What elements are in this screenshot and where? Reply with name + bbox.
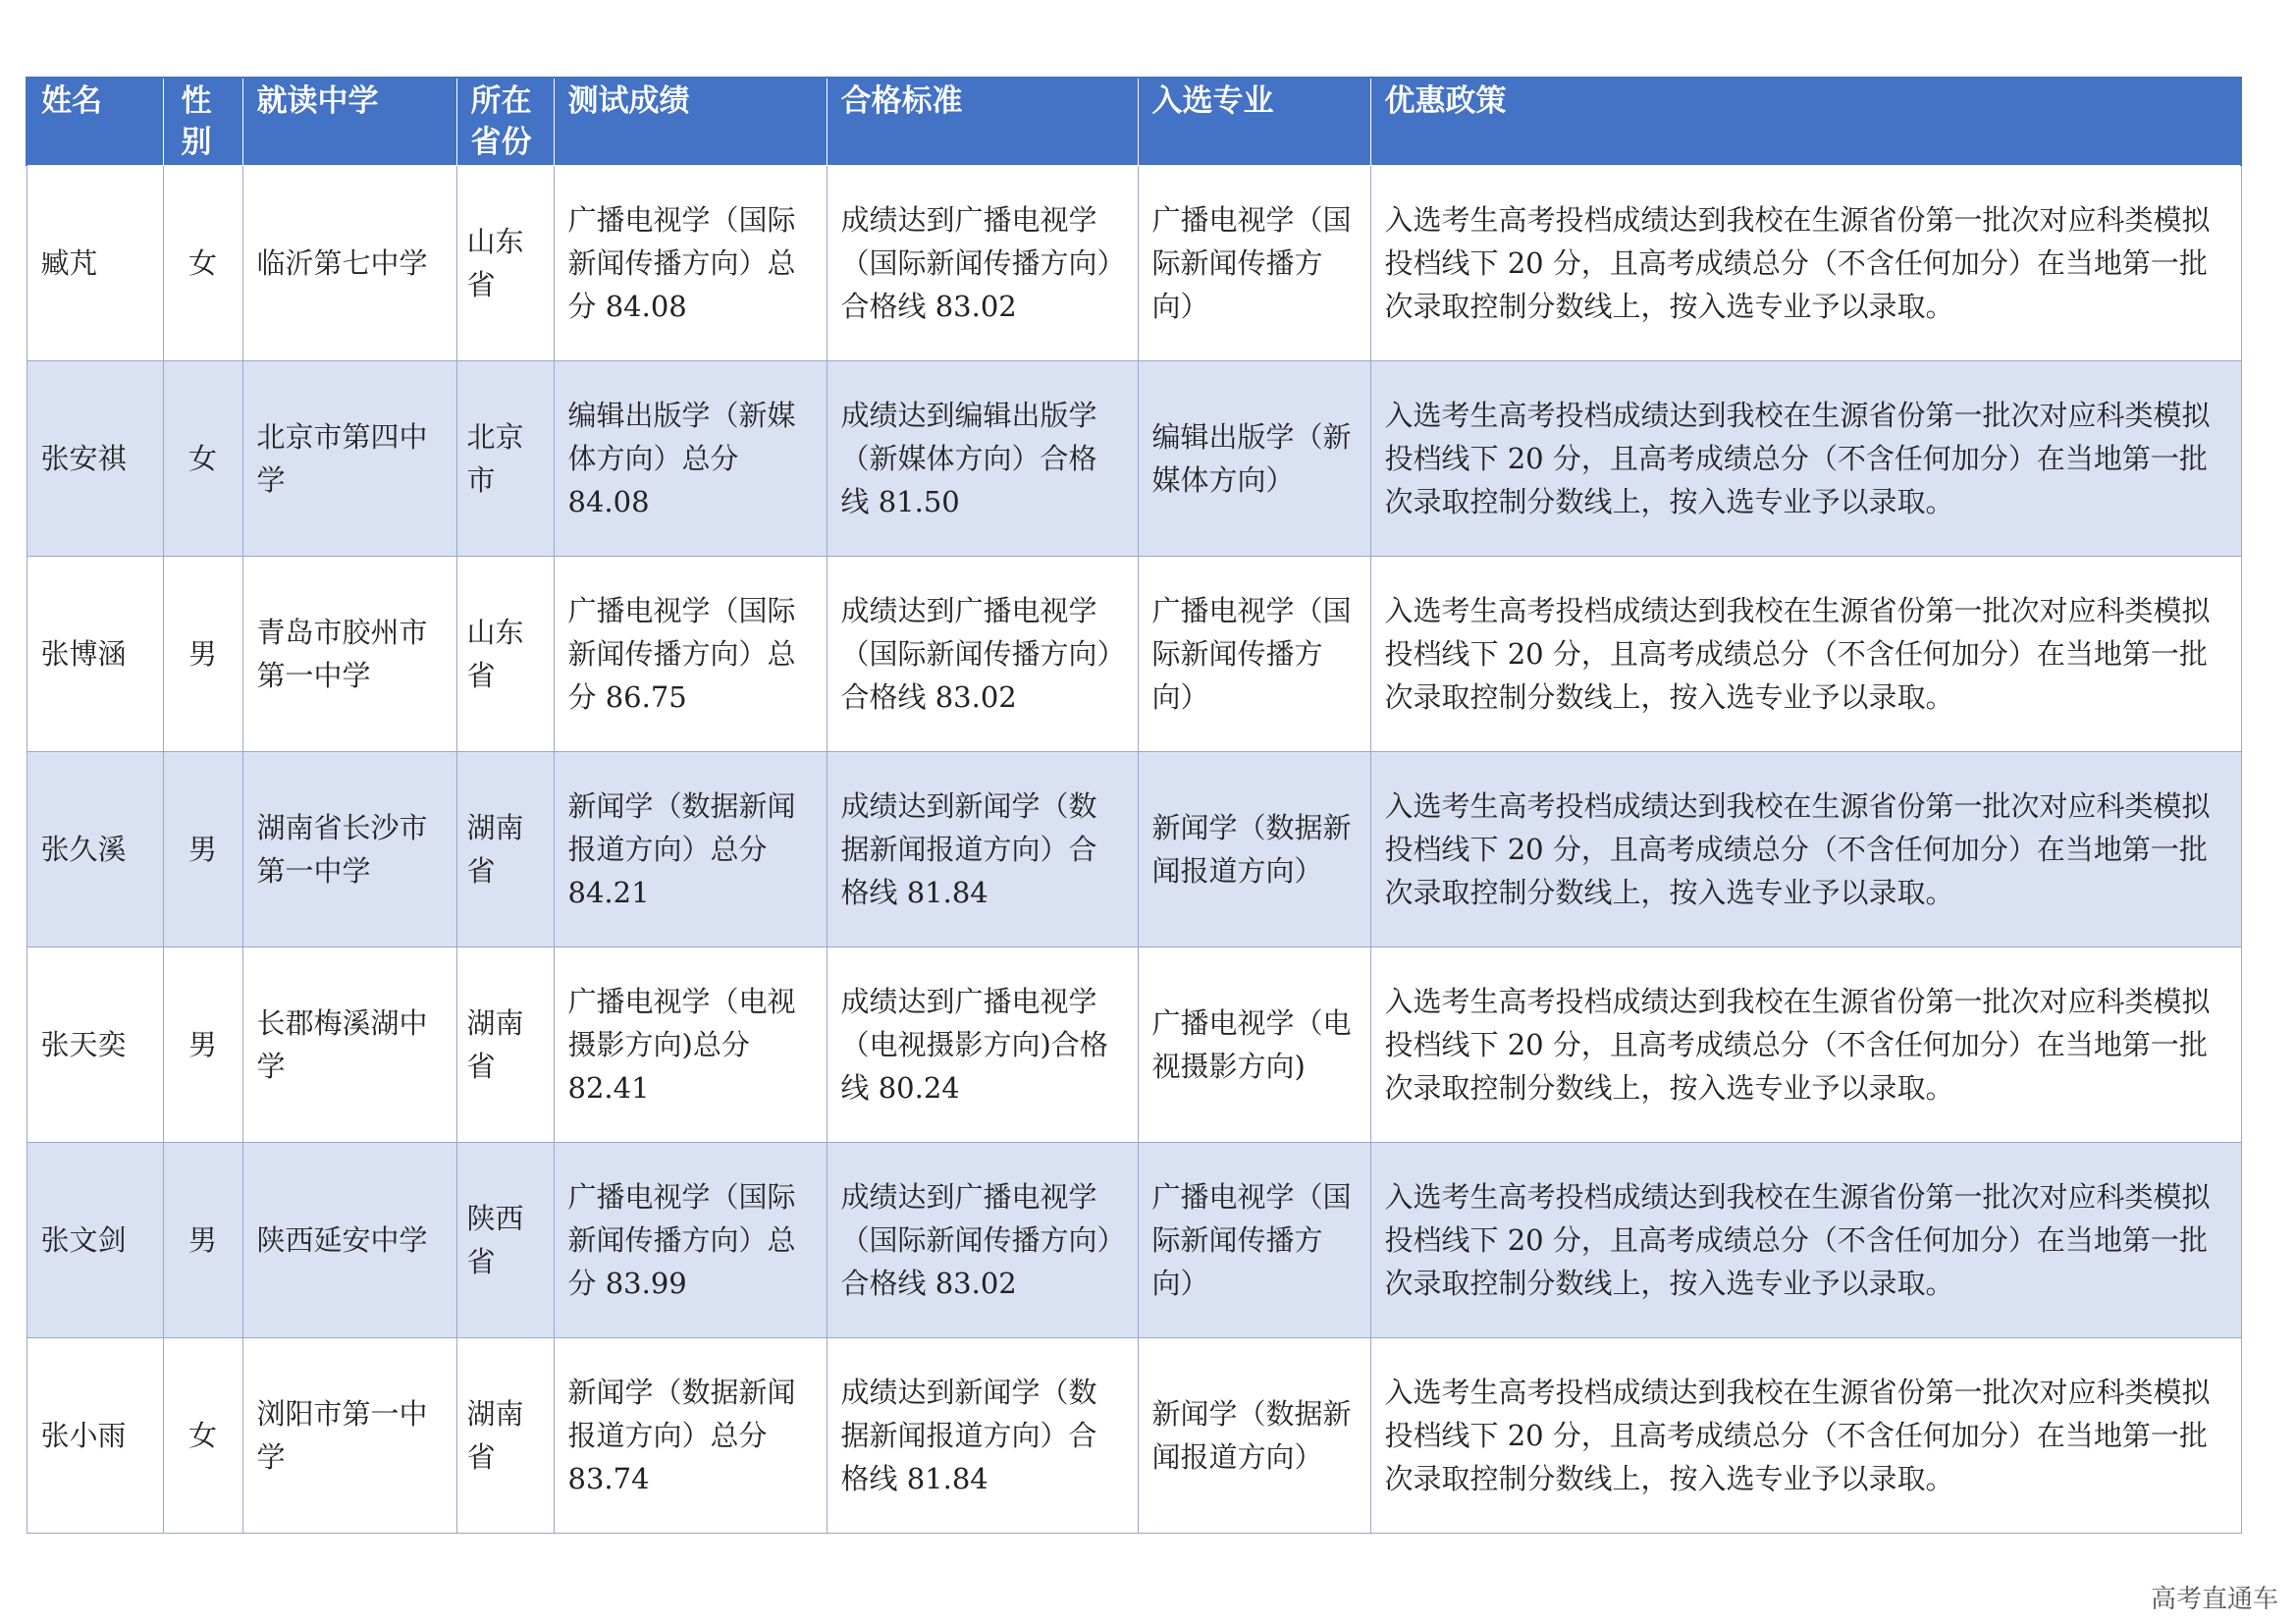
cell-name: 臧芃 [27,166,163,361]
table-row [27,166,2241,361]
cell-score: 广播电视学（国际新闻传播方向）总分 84.08 [554,166,827,361]
cell-standard: 成绩达到新闻学（数据新闻报道方向）合格线 81.84 [827,1338,1138,1534]
cell-major: 新闻学（数据新闻报道方向） [1138,1338,1370,1534]
table-row [27,361,2241,557]
header-score: 测试成绩 [554,78,827,166]
cell-score: 新闻学（数据新闻报道方向）总分 84.21 [554,752,827,947]
cell-policy: 入选考生高考投档成绩达到我校在生源省份第一批次对应科类模拟投档线下 20 分，且高考成绩总分（不含任何加分）在当地第一批次录取控制分数线上，按入选专业予以录取。 [1370,166,2241,361]
cell-standard: 成绩达到新闻学（数据新闻报道方向）合格线 81.84 [827,752,1138,947]
table-row [27,1338,2241,1534]
table-row [27,947,2241,1143]
cell-standard: 成绩达到广播电视学（国际新闻传播方向）合格线 83.02 [827,557,1138,752]
cell-score: 广播电视学（国际新闻传播方向）总分 86.75 [554,557,827,752]
cell-province: 湖南省 [456,752,554,947]
cell-gender: 女 [163,166,242,361]
cell-gender: 男 [163,947,242,1143]
cell-province: 湖南省 [456,947,554,1143]
cell-policy: 入选考生高考投档成绩达到我校在生源省份第一批次对应科类模拟投档线下 20 分，且高考成绩总分（不含任何加分）在当地第一批次录取控制分数线上，按入选专业予以录取。 [1370,1143,2241,1338]
cell-school: 湖南省长沙市第一中学 [242,752,456,947]
cell-policy: 入选考生高考投档成绩达到我校在生源省份第一批次对应科类模拟投档线下 20 分，且高考成绩总分（不含任何加分）在当地第一批次录取控制分数线上，按入选专业予以录取。 [1370,1338,2241,1534]
cell-policy: 入选考生高考投档成绩达到我校在生源省份第一批次对应科类模拟投档线下 20 分，且高考成绩总分（不含任何加分）在当地第一批次录取控制分数线上，按入选专业予以录取。 [1370,361,2241,557]
cell-name: 张安祺 [27,361,163,557]
cell-major: 编辑出版学（新媒体方向） [1138,361,1370,557]
cell-gender: 男 [163,1143,242,1338]
cell-policy: 入选考生高考投档成绩达到我校在生源省份第一批次对应科类模拟投档线下 20 分，且高考成绩总分（不含任何加分）在当地第一批次录取控制分数线上，按入选专业予以录取。 [1370,752,2241,947]
cell-school: 北京市第四中学 [242,361,456,557]
cell-gender: 女 [163,361,242,557]
header-policy: 优惠政策 [1370,78,2241,166]
admission-table [26,77,2242,1534]
watermark-text: 高考直通车 [2150,1585,2278,1614]
cell-standard: 成绩达到广播电视学（电视摄影方向)合格线 80.24 [827,947,1138,1143]
cell-school: 临沂第七中学 [242,166,456,361]
cell-province: 湖南省 [456,1338,554,1534]
header-school: 就读中学 [242,78,456,166]
cell-school: 陕西延安中学 [242,1143,456,1338]
cell-standard: 成绩达到广播电视学（国际新闻传播方向）合格线 83.02 [827,166,1138,361]
cell-standard: 成绩达到广播电视学（国际新闻传播方向）合格线 83.02 [827,1143,1138,1338]
cell-school: 长郡梅溪湖中学 [242,947,456,1143]
cell-score: 广播电视学（国际新闻传播方向）总分 83.99 [554,1143,827,1338]
table-header [27,78,2241,166]
table-row [27,752,2241,947]
cell-name: 张小雨 [27,1338,163,1534]
cell-major: 新闻学（数据新闻报道方向） [1138,752,1370,947]
header-row [27,78,2241,166]
header-province: 所在省份 [456,78,554,166]
table-row [27,557,2241,752]
header-gender: 性别 [163,78,242,166]
cell-major: 广播电视学（国际新闻传播方向） [1138,557,1370,752]
cell-province: 陕西省 [456,1143,554,1338]
cell-policy: 入选考生高考投档成绩达到我校在生源省份第一批次对应科类模拟投档线下 20 分，且高考成绩总分（不含任何加分）在当地第一批次录取控制分数线上，按入选专业予以录取。 [1370,947,2241,1143]
cell-major: 广播电视学（国际新闻传播方向） [1138,1143,1370,1338]
cell-gender: 男 [163,557,242,752]
cell-score: 编辑出版学（新媒体方向）总分 84.08 [554,361,827,557]
cell-gender: 男 [163,752,242,947]
cell-policy: 入选考生高考投档成绩达到我校在生源省份第一批次对应科类模拟投档线下 20 分，且高考成绩总分（不含任何加分）在当地第一批次录取控制分数线上，按入选专业予以录取。 [1370,557,2241,752]
cell-province: 北京市 [456,361,554,557]
admission-list-sheet [26,77,2240,1534]
cell-score: 广播电视学（电视摄影方向)总分 82.41 [554,947,827,1143]
table-row [27,1143,2241,1338]
cell-name: 张文剑 [27,1143,163,1338]
cell-province: 山东省 [456,166,554,361]
cell-score: 新闻学（数据新闻报道方向）总分 83.74 [554,1338,827,1534]
cell-name: 张博涵 [27,557,163,752]
cell-name: 张天奕 [27,947,163,1143]
header-standard: 合格标准 [827,78,1138,166]
header-name: 姓名 [27,78,163,166]
header-major: 入选专业 [1138,78,1370,166]
cell-province: 山东省 [456,557,554,752]
cell-standard: 成绩达到编辑出版学（新媒体方向）合格线 81.50 [827,361,1138,557]
cell-school: 青岛市胶州市第一中学 [242,557,456,752]
cell-gender: 女 [163,1338,242,1534]
cell-major: 广播电视学（电视摄影方向) [1138,947,1370,1143]
cell-name: 张久溪 [27,752,163,947]
table-body [27,166,2241,1534]
cell-school: 浏阳市第一中学 [242,1338,456,1534]
cell-major: 广播电视学（国际新闻传播方向） [1138,166,1370,361]
